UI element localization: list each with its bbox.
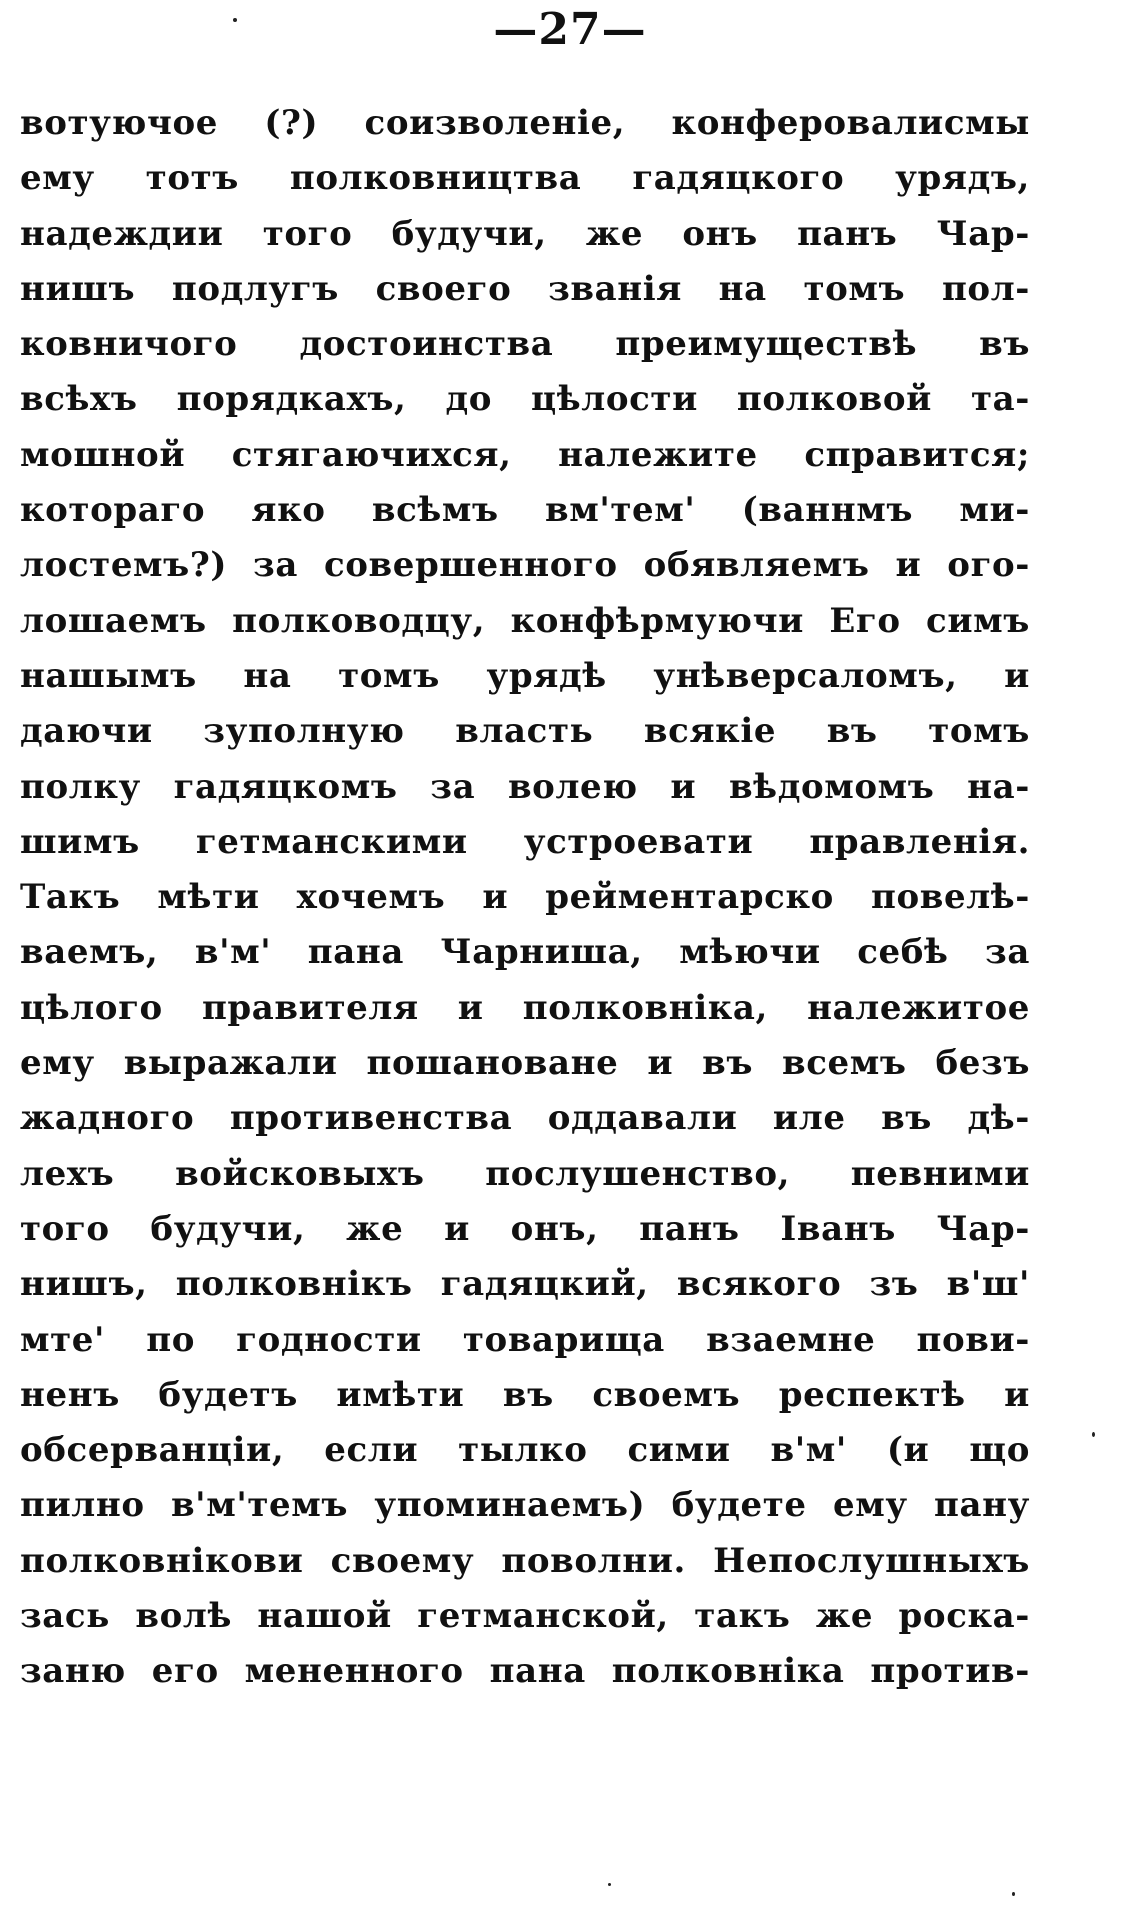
text-line: ненъ будетъ имѣти въ своемъ респектѣ и bbox=[20, 1374, 1030, 1415]
text-line: мошной стягаючихся, належите справится; bbox=[20, 434, 1030, 475]
ink-speck bbox=[1012, 1892, 1015, 1896]
ink-speck bbox=[1092, 1432, 1095, 1437]
text-line: всѣхъ порядкахъ, до цѣлости полковой та- bbox=[20, 379, 1030, 420]
text-line: мте' по годности товарища взаемне пови- bbox=[20, 1319, 1030, 1360]
text-line: обсерванціи, если тылко сими в'м' (и що bbox=[20, 1430, 1030, 1471]
text-line: зась волѣ нашой гетманской, такъ же роска- bbox=[20, 1596, 1030, 1637]
text-line: даючи зуполную власть всякіе въ томъ bbox=[20, 711, 1030, 752]
text-line: ваемъ, в'м' пана Чарниша, мѣючи себѣ за bbox=[20, 932, 1030, 973]
text-line: надеждии того будучи, же онъ панъ Чар- bbox=[20, 213, 1030, 254]
text-line: того будучи, же и онъ, панъ Іванъ Чар- bbox=[20, 1208, 1030, 1249]
text-line: лошаемъ полководцу, конфѣрмуючи Его симъ bbox=[20, 600, 1030, 641]
text-line: ковничого достоинства преимуществѣ въ bbox=[20, 324, 1030, 365]
text-line: ему выражали пошановане и въ всемъ безъ bbox=[20, 1043, 1030, 1084]
text-line: заню его мененного пана полковніка против- bbox=[20, 1651, 1030, 1692]
page-number: —27— bbox=[493, 4, 647, 55]
text-line: вотуючое (?) соизволеніе, конферовалисмы bbox=[20, 103, 1030, 143]
text-line: лостемъ?) за совершенного обявляемъ и ого- bbox=[20, 545, 1030, 586]
text-line: лехъ войсковыхъ послушенство, певними bbox=[20, 1153, 1030, 1194]
text-line: полковнікови своему поволни. Непослушныхъ bbox=[20, 1540, 1030, 1581]
text-line: пилно в'м'темъ упоминаемъ) будете ему пану bbox=[20, 1485, 1030, 1526]
text-line: Такъ мѣти хочемъ и рейментарско повелѣ- bbox=[20, 877, 1030, 918]
text-line: нишъ, полковнікъ гадяцкий, всякого зъ в'ш' bbox=[20, 1264, 1030, 1305]
text-line: цѣлого правителя и полковніка, належитое bbox=[20, 987, 1030, 1028]
text-line: шимъ гетманскими устроевати правленія. bbox=[20, 821, 1030, 862]
text-line: нашымъ на томъ урядѣ унѣверсаломъ, и bbox=[20, 655, 1030, 696]
text-line: нишъ подлугъ своего званія на томъ пол- bbox=[20, 268, 1030, 309]
ink-speck bbox=[233, 18, 237, 22]
text-line: ему тотъ полковництва гадяцкого урядъ, bbox=[20, 158, 1030, 199]
text-line: полку гадяцкомъ за волею и вѣдомомъ на- bbox=[20, 766, 1030, 807]
ink-speck bbox=[608, 1883, 611, 1886]
text-line: котораго яко всѣмъ вм'тем' (ваннмъ ми- bbox=[20, 490, 1030, 531]
text-line: жадного противенства оддавали иле въ дѣ- bbox=[20, 1098, 1030, 1139]
body-text bbox=[20, 96, 1030, 1700]
